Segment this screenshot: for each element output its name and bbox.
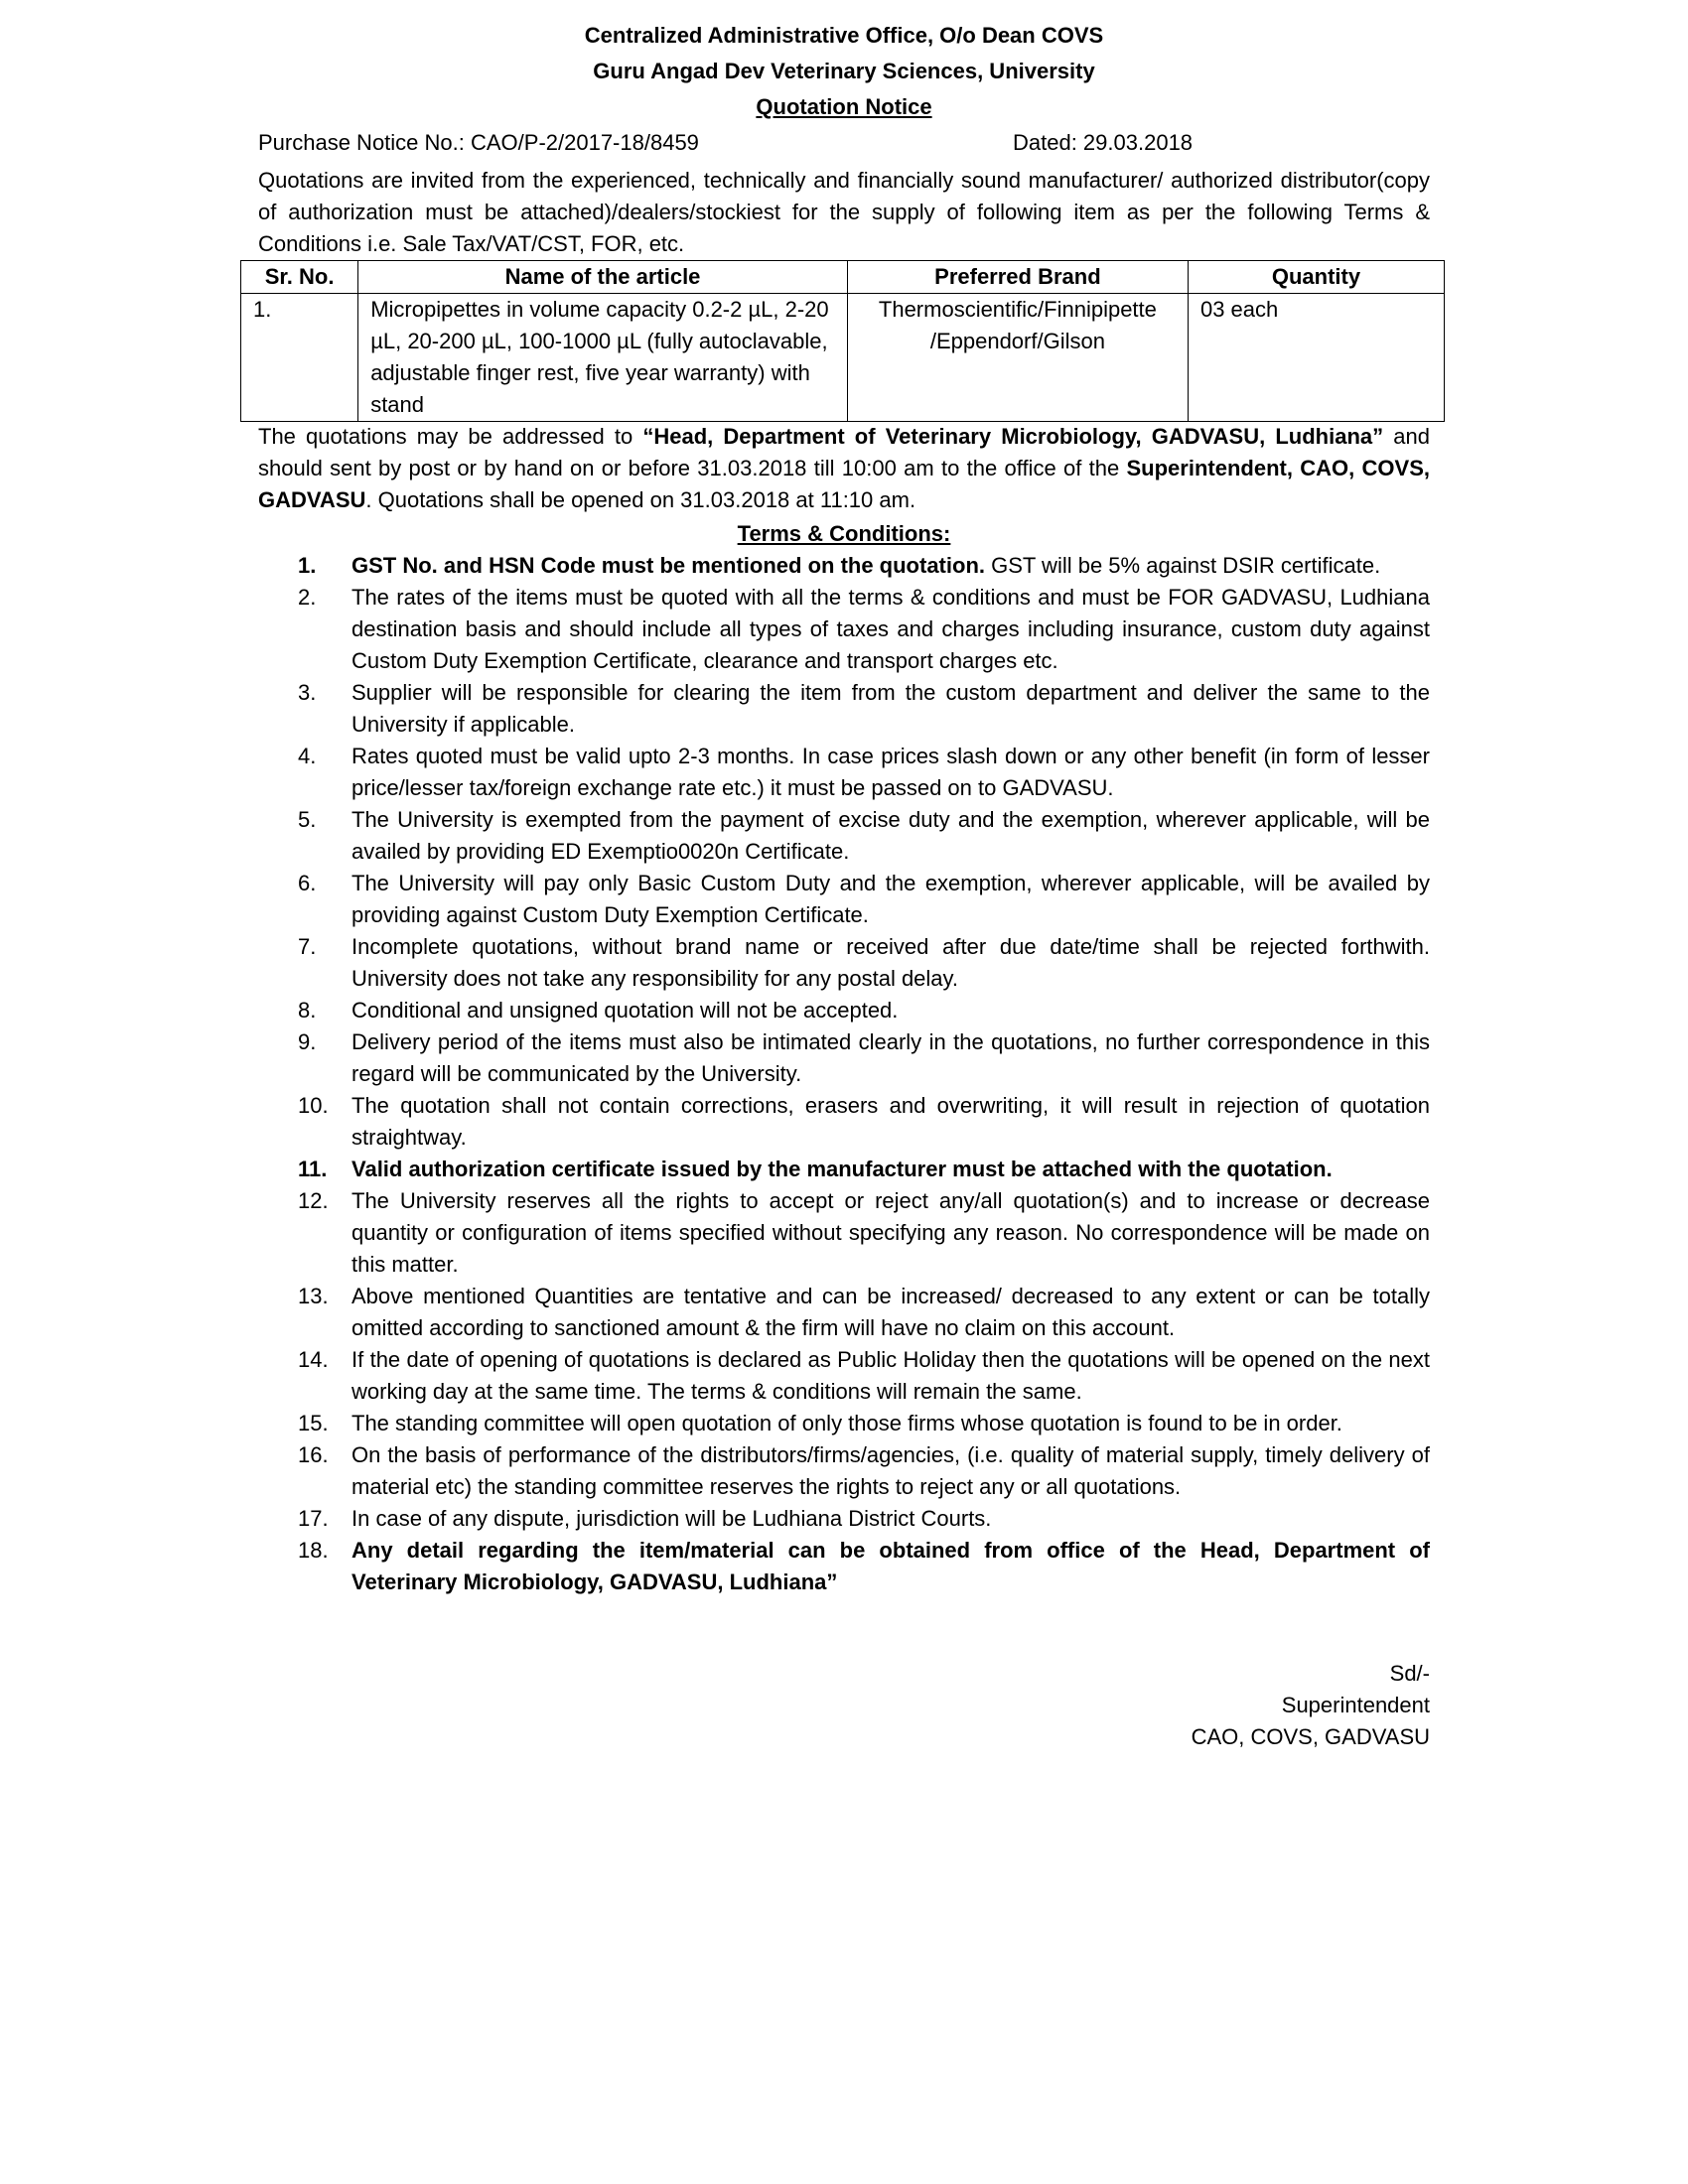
table-row bbox=[241, 294, 1445, 422]
signature-sd: Sd/- bbox=[1389, 1661, 1430, 1686]
address-office: Superintendent, CAO, COVS, GADVASU bbox=[258, 456, 1430, 512]
term-bold-text: GST No. and HSN Code must be mentioned on the quotation. bbox=[352, 553, 985, 578]
term-number: 4. bbox=[298, 744, 317, 768]
list-item bbox=[298, 804, 1430, 868]
term-number: 10. bbox=[298, 1093, 329, 1118]
list-item bbox=[298, 1439, 1430, 1503]
term-number: 17. bbox=[298, 1506, 329, 1531]
term-number: 18. bbox=[298, 1538, 329, 1563]
intro-paragraph: Quotations are invited from the experienced, technically and financially sound manufacturer/ authorized distributor(copy of authorization must be attached)/dealers/stockiest for the supply of following item as per the following Terms & Conditions i.e. Sale Tax/VAT/CST, FOR, etc. bbox=[258, 168, 1430, 256]
terms-list bbox=[298, 550, 1430, 1598]
term-text: The University will pay only Basic Custom Duty and the exemption, wherever applicable, will be availed by providing against Custom Duty Exemption Certificate. bbox=[352, 871, 1430, 927]
terms-title: Terms & Conditions: bbox=[737, 521, 951, 546]
brand-line-1: Thermoscientific/Finnipipette bbox=[878, 297, 1157, 322]
term-number: 16. bbox=[298, 1442, 329, 1467]
term-text: The standing committee will open quotation of only those firms whose quotation is found to be in order. bbox=[352, 1411, 1342, 1435]
term-text: Conditional and unsigned quotation will not be accepted. bbox=[352, 998, 899, 1023]
signature-office: CAO, COVS, GADVASU bbox=[1191, 1724, 1430, 1749]
term-text: On the basis of performance of the distributors/firms/agencies, (i.e. quality of material supply, timely delivery of material etc) the standing committee reserves the rights to reject any or all quotations. bbox=[352, 1442, 1430, 1499]
notice-date: Dated: 29.03.2018 bbox=[1013, 130, 1194, 155]
term-number: 8. bbox=[298, 998, 317, 1023]
list-item bbox=[298, 1408, 1430, 1439]
address-text-3: . Quotations shall be opened on 31.03.2018 at 11:10 am. bbox=[365, 487, 916, 512]
list-item bbox=[298, 1026, 1430, 1090]
notice-meta bbox=[258, 127, 1430, 159]
address-paragraph bbox=[258, 421, 1430, 516]
term-text: The University reserves all the rights to accept or reject any/all quotation(s) and to increase or decrease quantity or configuration of items specified without specifying any reason. No correspondence will be made on this matter. bbox=[352, 1188, 1430, 1277]
term-number: 7. bbox=[298, 934, 317, 959]
term-number: 15. bbox=[298, 1411, 329, 1435]
col-header-quantity: Quantity bbox=[1188, 261, 1444, 294]
term-text: Supplier will be responsible for clearing the item from the custom department and deliver the same to the University if applicable. bbox=[352, 680, 1430, 737]
list-item bbox=[298, 1281, 1430, 1344]
signature-designation: Superintendent bbox=[1281, 1693, 1430, 1717]
term-text: In case of any dispute, jurisdiction will be Ludhiana District Courts. bbox=[352, 1506, 992, 1531]
col-header-sr-no: Sr. No. bbox=[241, 261, 358, 294]
cell-article: Micropipettes in volume capacity 0.2-2 µL, 2-20 µL, 20-200 µL, 100-1000 µL (fully autoclavable, adjustable finger rest, five year warranty) with stand bbox=[358, 294, 848, 422]
list-item bbox=[298, 1185, 1430, 1281]
term-bold-text: Any detail regarding the item/material can be obtained from office of the Head, Department of Veterinary Microbiology, GADVASU, Ludhiana” bbox=[352, 1538, 1430, 1594]
page-title: Quotation Notice bbox=[756, 94, 932, 119]
term-text: The rates of the items must be quoted with all the terms & conditions and must be FOR GADVASU, Ludhiana destination basis and should include all types of taxes and charges including insurance, custom duty against Custom Duty Exemption Certificate, clearance and transport charges etc. bbox=[352, 585, 1430, 673]
term-text: If the date of opening of quotations is declared as Public Holiday then the quotations will be opened on the next working day at the same time. The terms & conditions will remain the same. bbox=[352, 1347, 1430, 1404]
cell-brand bbox=[847, 294, 1188, 422]
term-text: Rates quoted must be valid upto 2-3 months. In case prices slash down or any other benefit (in form of lesser price/lesser tax/foreign exchange rate etc.) it must be passed on to GADVASU. bbox=[352, 744, 1430, 800]
brand-line-2: /Eppendorf/Gilson bbox=[929, 329, 1105, 353]
university-name: Guru Angad Dev Veterinary Sciences, University bbox=[593, 59, 1095, 83]
term-number: 14. bbox=[298, 1347, 329, 1372]
address-text-1: The quotations may be addressed to bbox=[258, 424, 643, 449]
term-bold-text: Valid authorization certificate issued by the manufacturer must be attached with the quotation. bbox=[352, 1157, 1333, 1181]
address-text-2: and should sent by post or by hand on or before 31.03.2018 till 10:00 am to the office of the bbox=[258, 424, 1430, 480]
table-header-row bbox=[241, 261, 1445, 294]
term-number: 11. bbox=[298, 1157, 328, 1181]
term-text: The quotation shall not contain corrections, erasers and overwriting, it will result in rejection of quotation straightway. bbox=[352, 1093, 1430, 1150]
purchase-notice-number: Purchase Notice No.: CAO/P-2/2017-18/8459 bbox=[258, 130, 699, 155]
items-table bbox=[240, 260, 1445, 422]
list-item bbox=[298, 677, 1430, 741]
term-number: 6. bbox=[298, 871, 317, 895]
term-number: 12. bbox=[298, 1188, 329, 1213]
list-item bbox=[298, 550, 1430, 582]
list-item bbox=[298, 1090, 1430, 1154]
cell-sr-no: 1. bbox=[241, 294, 358, 422]
term-number: 5. bbox=[298, 807, 317, 832]
term-text: The University is exempted from the payment of excise duty and the exemption, wherever applicable, will be availed by providing ED Exemptio0020n Certificate. bbox=[352, 807, 1430, 864]
office-name: Centralized Administrative Office, O/o Dean COVS bbox=[584, 23, 1104, 48]
list-item bbox=[298, 1503, 1430, 1535]
term-text: Above mentioned Quantities are tentative and can be increased/ decreased to any extent or can be totally omitted according to sanctioned amount & the firm will have no claim on this account. bbox=[352, 1284, 1430, 1340]
list-item bbox=[298, 1535, 1430, 1598]
list-item bbox=[298, 868, 1430, 931]
address-recipient: “Head, Department of Veterinary Microbiology, GADVASU, Ludhiana” bbox=[642, 424, 1384, 449]
term-text: Incomplete quotations, without brand name or received after due date/time shall be rejected forthwith. University does not take any responsibility for any postal delay. bbox=[352, 934, 1430, 991]
term-number: 3. bbox=[298, 680, 317, 705]
term-text: GST will be 5% against DSIR certificate. bbox=[985, 553, 1381, 578]
term-text: Delivery period of the items must also be intimated clearly in the quotations, no further correspondence in this regard will be communicated by the University. bbox=[352, 1029, 1430, 1086]
list-item bbox=[298, 741, 1430, 804]
list-item bbox=[298, 582, 1430, 677]
term-number: 1. bbox=[298, 553, 317, 578]
term-number: 13. bbox=[298, 1284, 329, 1308]
signature-block bbox=[1132, 1658, 1430, 1753]
col-header-brand: Preferred Brand bbox=[847, 261, 1188, 294]
list-item bbox=[298, 931, 1430, 995]
list-item bbox=[298, 995, 1430, 1026]
col-header-article: Name of the article bbox=[358, 261, 848, 294]
list-item bbox=[298, 1154, 1430, 1185]
list-item bbox=[298, 1344, 1430, 1408]
cell-quantity: 03 each bbox=[1188, 294, 1444, 422]
term-number: 2. bbox=[298, 585, 317, 610]
term-number: 9. bbox=[298, 1029, 317, 1054]
